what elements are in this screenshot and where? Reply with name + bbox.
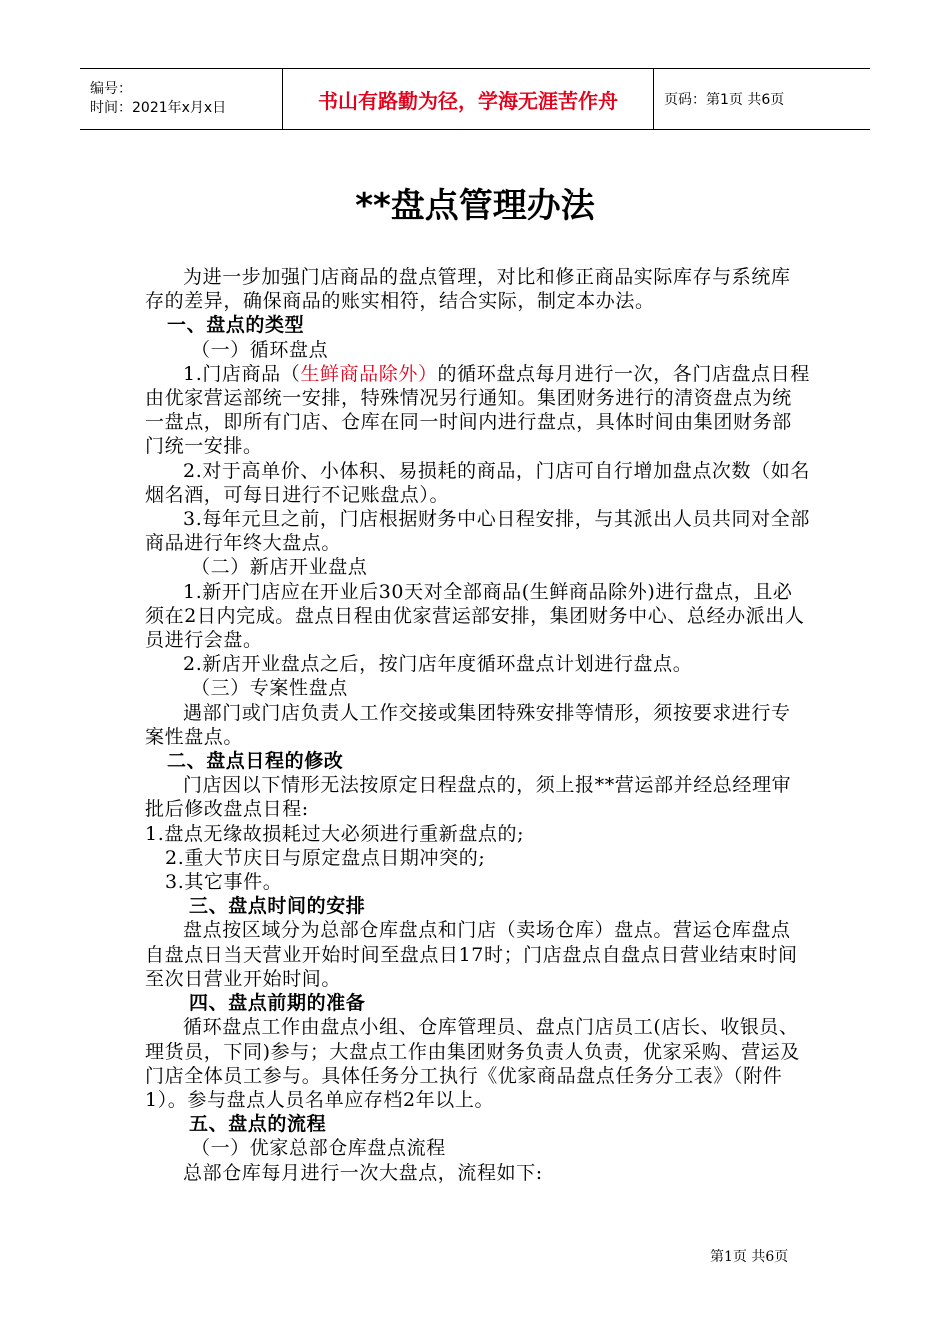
section-1-1-heading: （一）循环盘点	[191, 338, 329, 361]
section-3-heading: 三、盘点时间的安排	[189, 895, 366, 918]
intro-paragraph: 为进一步加强门店商品的盘点管理，对比和修正商品实际库存与系统库存的差异，确保商品的账实相符，结合实际，制定本办法。	[145, 266, 791, 313]
document-time-label: 时间：2021年x月x日	[90, 100, 227, 116]
section-2-list-item-3: 3.其它事件。	[165, 871, 283, 894]
paragraph-text: 的循环盘点每月进行一次，各门店盘点日程由优家营运部统一安排，特殊情况另行通知。集团财务进行的清资盘点为统一盘点，即所有门店、仓库在同一时间内进行盘点，具体时间由集团财务部门统一安排。	[145, 362, 810, 458]
page-header	[80, 68, 870, 130]
document-body	[145, 265, 810, 1185]
section-4-heading: 四、盘点前期的准备	[189, 992, 366, 1015]
section-2-list-item-2: 2.重大节庆日与原定盘点日期冲突的;	[165, 846, 486, 869]
highlighted-text: 生鲜商品除外）	[300, 362, 438, 385]
section-2-heading: 二、盘点日程的修改	[167, 750, 344, 773]
section-4-paragraph-1: 循环盘点工作由盘点小组、仓库管理员、盘点门店员工(店长、收银员、理货员，下同)参与；大盘点工作由集团财务负责人负责，优家采购、营运及门店全体员工参与。具体任务分工执行《优家商品盘点任务分工表》（附件1）。参与盘点人员名单应存档2年以上。	[145, 1016, 800, 1111]
page-footer: 第1页 共6页	[710, 1249, 789, 1265]
document-title: **盘点管理办法	[355, 186, 595, 226]
section-1-1-paragraph-3: 3.每年元旦之前，门店根据财务中心日程安排，与其派出人员共同对全部商品进行年终大盘点。	[145, 508, 810, 555]
section-5-1-heading: （一）优家总部仓库盘点流程	[191, 1137, 446, 1160]
header-page-info	[654, 69, 870, 129]
section-1-2-paragraph-2: 2.新店开业盘点之后，按门店年度循环盘点计划进行盘点。	[183, 653, 693, 676]
section-1-heading: 一、盘点的类型	[167, 314, 305, 337]
section-1-3-heading: （三）专案性盘点	[191, 677, 348, 700]
paragraph-text: 1.门店商品（	[183, 362, 301, 385]
section-1-2-paragraph-1: 1.新开门店应在开业后30天对全部商品(生鲜商品除外)进行盘点，且必须在2日内完成。盘点日程由优家营运部安排，集团财务中心、总经办派出人员进行会盘。	[145, 580, 805, 652]
section-2-list-item-1: 1.盘点无缘故损耗过大必须进行重新盘点的;	[145, 822, 525, 845]
section-1-3-paragraph-1: 遇部门或门店负责人工作交接或集团特殊安排等情形，须按要求进行专案性盘点。	[145, 701, 791, 748]
section-5-1-paragraph-1: 总部仓库每月进行一次大盘点，流程如下:	[183, 1161, 543, 1184]
section-3-paragraph-1: 盘点按区域分为总部仓库盘点和门店（卖场仓库）盘点。营运仓库盘点自盘点日当天营业开始时间至盘点日17时；门店盘点自盘点日营业结束时间至次日营业开始时间。	[145, 919, 798, 990]
header-motto	[282, 69, 654, 129]
header-meta	[80, 69, 282, 129]
section-1-1-paragraph-2: 2.对于高单价、小体积、易损耗的商品，门店可自行增加盘点次数（如名烟名酒，可每日进行不记账盘点）。	[145, 459, 810, 506]
page-info-text: 页码：第1页 共6页	[664, 92, 785, 108]
motto-text: 书山有路勤为径，学海无涯苦作舟	[318, 88, 618, 113]
section-1-2-heading: （二）新店开业盘点	[191, 556, 368, 579]
document-number-label: 编号：	[90, 81, 132, 97]
section-2-paragraph-1: 门店因以下情形无法按原定日程盘点的，须上报**营运部并经总经理审批后修改盘点日程:	[145, 774, 792, 821]
section-5-heading: 五、盘点的流程	[189, 1113, 327, 1136]
section-1-1-paragraph-1	[145, 362, 810, 459]
